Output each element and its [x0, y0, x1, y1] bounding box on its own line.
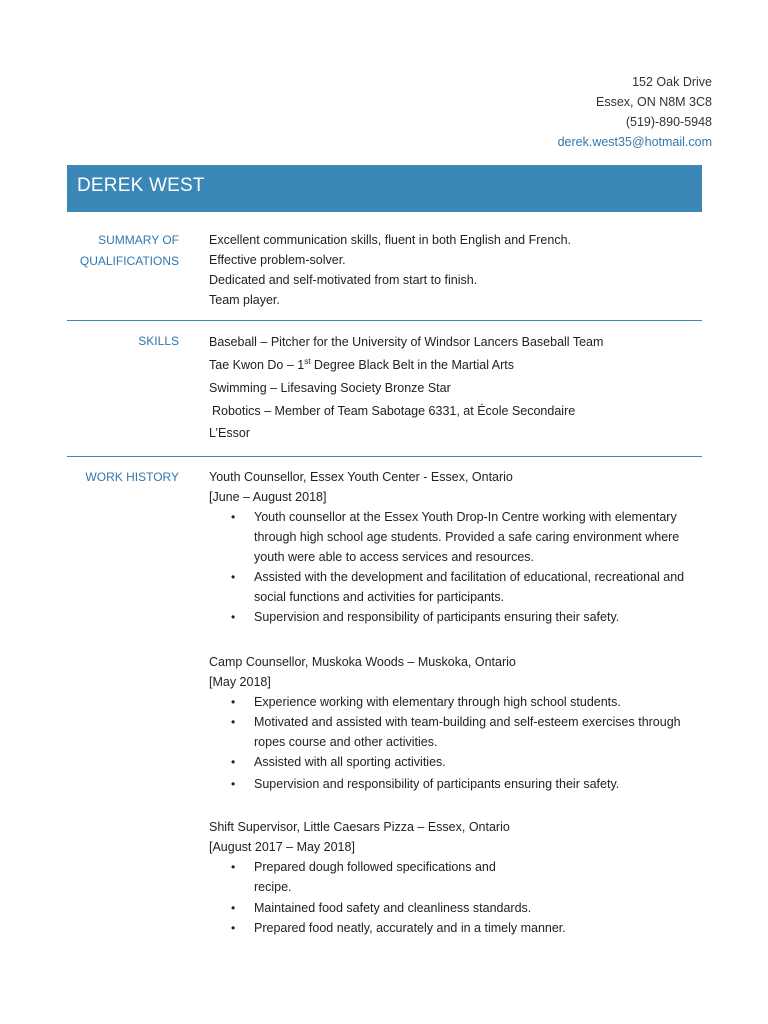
email-address[interactable]: derek.west35@hotmail.com [557, 135, 712, 149]
summary-item: Excellent communication skills, fluent in both English and French. [209, 233, 571, 247]
summary-list [209, 230, 699, 310]
job-title: Youth Counsellor, Essex Youth Center - Essex, Ontario [209, 470, 513, 484]
job-bullet: • Supervision and responsibility of participants ensuring their safety. [209, 607, 699, 627]
spacer [209, 627, 699, 652]
summary-item: Team player. [209, 293, 280, 307]
work-history-label: WORK HISTORY [85, 470, 179, 484]
name-banner [67, 165, 702, 212]
skill-item-robotics-cont: L’Essor [209, 426, 250, 440]
job-bullet: • Prepared food neatly, accurately and in a timely manner. [209, 918, 699, 938]
job-bullet: • Assisted with the development and facilitation of educational, recreational and social functions and activities for participants. [209, 567, 699, 607]
job-bullet: • Assisted with all sporting activities. [209, 752, 699, 772]
job-entry [209, 817, 699, 938]
job-title: Shift Supervisor, Little Caesars Pizza – Essex, Ontario [209, 820, 510, 834]
address-street: 152 Oak Drive [632, 75, 712, 89]
job-entry [209, 652, 699, 794]
job-dates: [May 2018] [209, 675, 271, 689]
job-entry [209, 467, 699, 627]
job-bullet: • Prepared dough followed specifications and recipe. [209, 857, 699, 897]
skill-item-baseball: Baseball – Pitcher for the University of Windsor Lancers Baseball Team [209, 335, 604, 349]
job-bullets [209, 692, 699, 794]
skills-list [209, 331, 699, 443]
job-title: Camp Counsellor, Muskoka Woods – Muskoka, Ontario [209, 655, 516, 669]
section-divider [67, 456, 702, 457]
job-bullet: • Supervision and responsibility of participants ensuring their safety. [209, 774, 699, 794]
job-bullets [209, 507, 699, 627]
job-bullets [209, 857, 699, 938]
skills-label: SKILLS [138, 334, 179, 348]
phone-number: (519)-890-5948 [625, 115, 712, 129]
candidate-name: DEREK WEST [77, 175, 205, 196]
section-divider [67, 320, 702, 321]
summary-label: SUMMARY OF QUALIFICATIONS [79, 233, 179, 268]
job-bullet: • Motivated and assisted with team-building and self-esteem exercises through ropes course and other activities. [209, 712, 699, 752]
contact-block [558, 72, 712, 152]
job-bullet: • Maintained food safety and cleanliness standards. [209, 898, 699, 918]
job-dates: [August 2017 – May 2018] [209, 840, 355, 854]
job-dates: [June – August 2018] [209, 490, 327, 504]
skill-item-swimming: Swimming – Lifesaving Society Bronze Star [209, 381, 451, 395]
summary-item: Dedicated and self-motivated from start to finish. [209, 273, 478, 287]
job-bullet: • Experience working with elementary through high school students. [209, 692, 699, 712]
summary-item: Effective problem-solver. [209, 253, 346, 267]
spacer [209, 794, 699, 817]
work-history-list [209, 467, 699, 938]
address-city: Essex, ON N8M 3C8 [595, 95, 712, 109]
job-bullet: • Youth counsellor at the Essex Youth Drop-In Centre working with elementary through high school age students. Provided a safe caring environment where youth were able to access services and resources. [209, 507, 699, 567]
skill-item-taekwondo: Tae Kwon Do – 1st Degree Black Belt in the Martial Arts [209, 356, 514, 372]
skill-item-robotics: Robotics – Member of Team Sabotage 6331, at École Secondaire [212, 404, 576, 418]
